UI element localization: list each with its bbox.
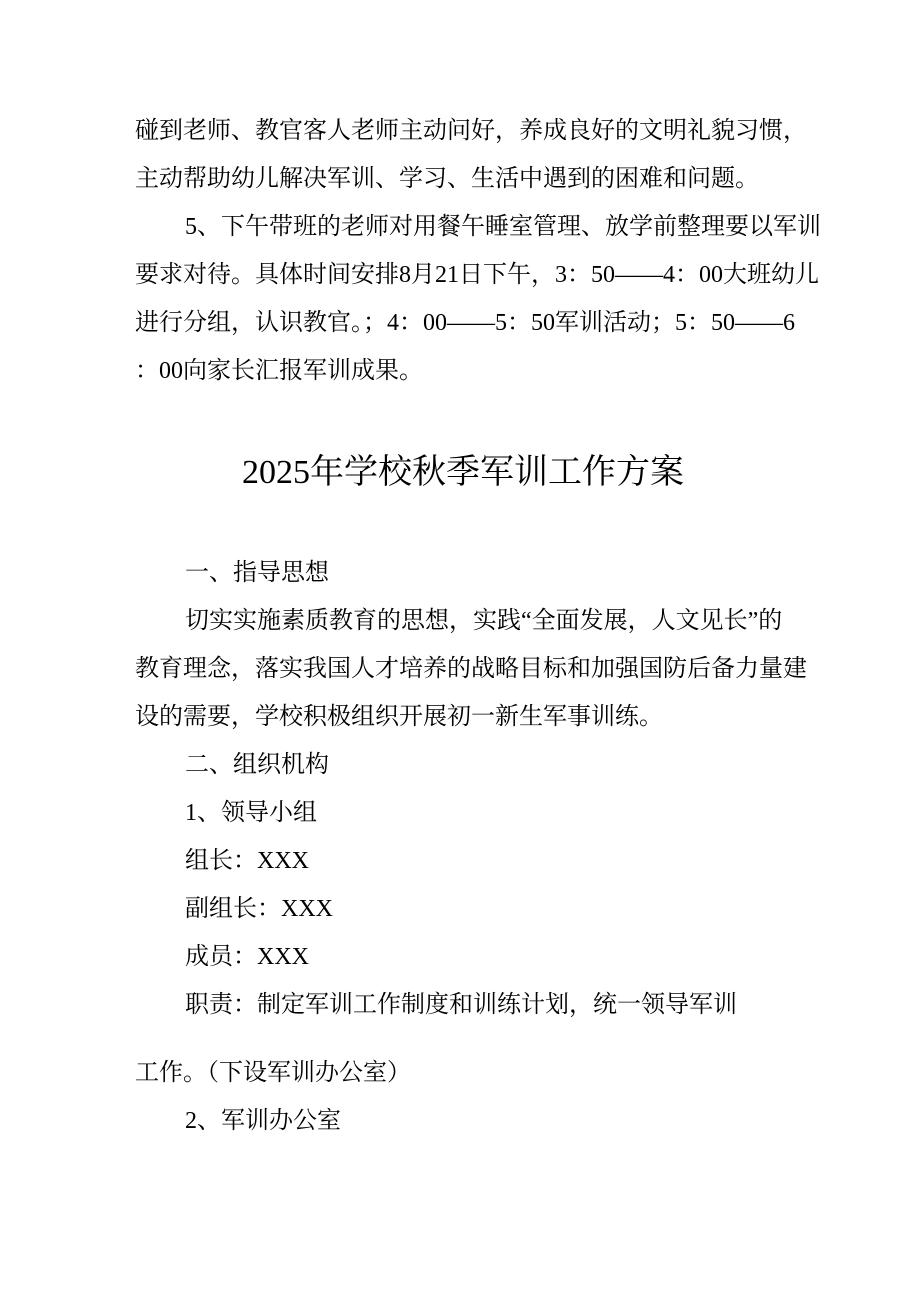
section1-heading: 一、指导思想 <box>185 560 329 586</box>
subsection1-heading: 1、领导小组 <box>185 800 317 826</box>
body-line: 主动帮助幼儿解决军训、学习、生活中遇到的困难和问题。 <box>135 166 759 192</box>
body-line: 设的需要，学校积极组织开展初一新生军事训练。 <box>135 704 663 730</box>
body-line: 要求对待。具体时间安排8月21日下午，3：50——4：00大班幼儿 <box>135 262 819 288</box>
duty-line: 工作。（下设军训办公室） <box>135 1060 411 1086</box>
deputy-leader-line: 副组长：XXX <box>185 896 333 922</box>
duty-line: 职责：制定军训工作制度和训练计划，统一领导军训 <box>185 992 737 1018</box>
leader-line: 组长：XXX <box>185 848 309 874</box>
subsection2-heading: 2、军训办公室 <box>185 1108 341 1134</box>
section2-heading: 二、组织机构 <box>185 752 329 778</box>
body-line-item5: 5、下午带班的老师对用餐午睡室管理、放学前整理要以军训 <box>185 214 821 240</box>
body-line: ：00向家长汇报军训成果。 <box>135 358 423 384</box>
body-line: 教育理念，落实我国人才培养的战略目标和加强国防后备力量建 <box>135 656 807 682</box>
members-line: 成员：XXX <box>185 944 309 970</box>
body-line: 进行分组，认识教官。；4：00——5：50军训活动；5：50——6 <box>135 310 795 336</box>
body-line: 碰到老师、教官客人老师主动问好，养成良好的文明礼貌习惯， <box>135 118 807 144</box>
body-line: 切实实施素质教育的思想，实践“全面发展，人文见长”的 <box>185 608 783 634</box>
document-body <box>135 107 821 1145</box>
document-title: 2025年学校秋季军训工作方案 <box>242 454 684 491</box>
